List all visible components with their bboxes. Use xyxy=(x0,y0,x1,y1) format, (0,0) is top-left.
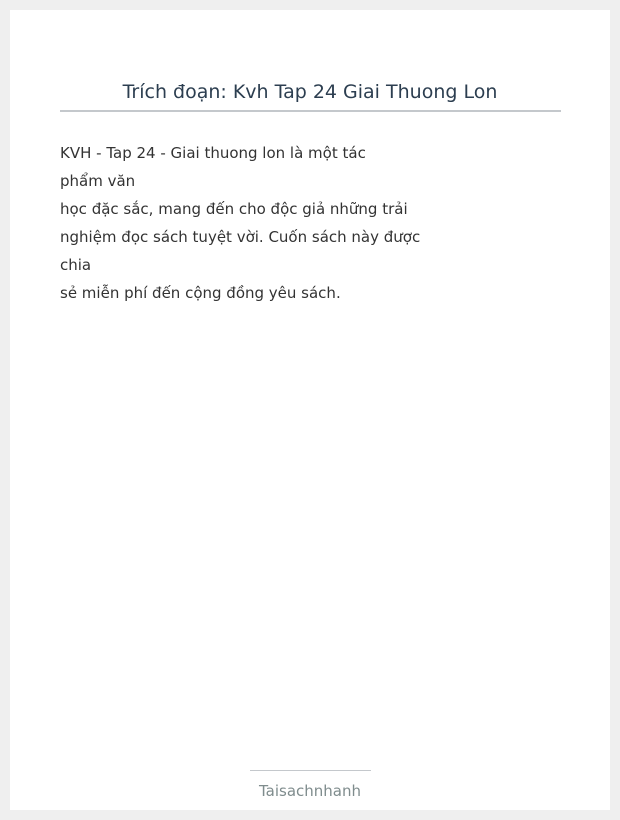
body-line: học đặc sắc, mang đến cho độc giả những trải xyxy=(60,200,408,218)
body-line: sẻ miễn phí đến cộng đồng yêu sách. xyxy=(60,284,341,302)
footer-divider xyxy=(250,770,371,771)
document-page xyxy=(10,10,610,810)
page-title: Trích đoạn: Kvh Tap 24 Giai Thuong Lon xyxy=(122,81,498,103)
body-line: chia xyxy=(60,256,92,274)
title-divider xyxy=(60,110,561,112)
body-line: nghiệm đọc sách tuyệt vời. Cuốn sách này được xyxy=(60,228,421,246)
excerpt-body xyxy=(60,139,420,307)
footer-brand: Taisachnhanh xyxy=(258,782,362,800)
body-line: KVH - Tap 24 - Giai thuong lon là một tác xyxy=(60,144,366,162)
body-line: phẩm văn xyxy=(60,172,136,190)
